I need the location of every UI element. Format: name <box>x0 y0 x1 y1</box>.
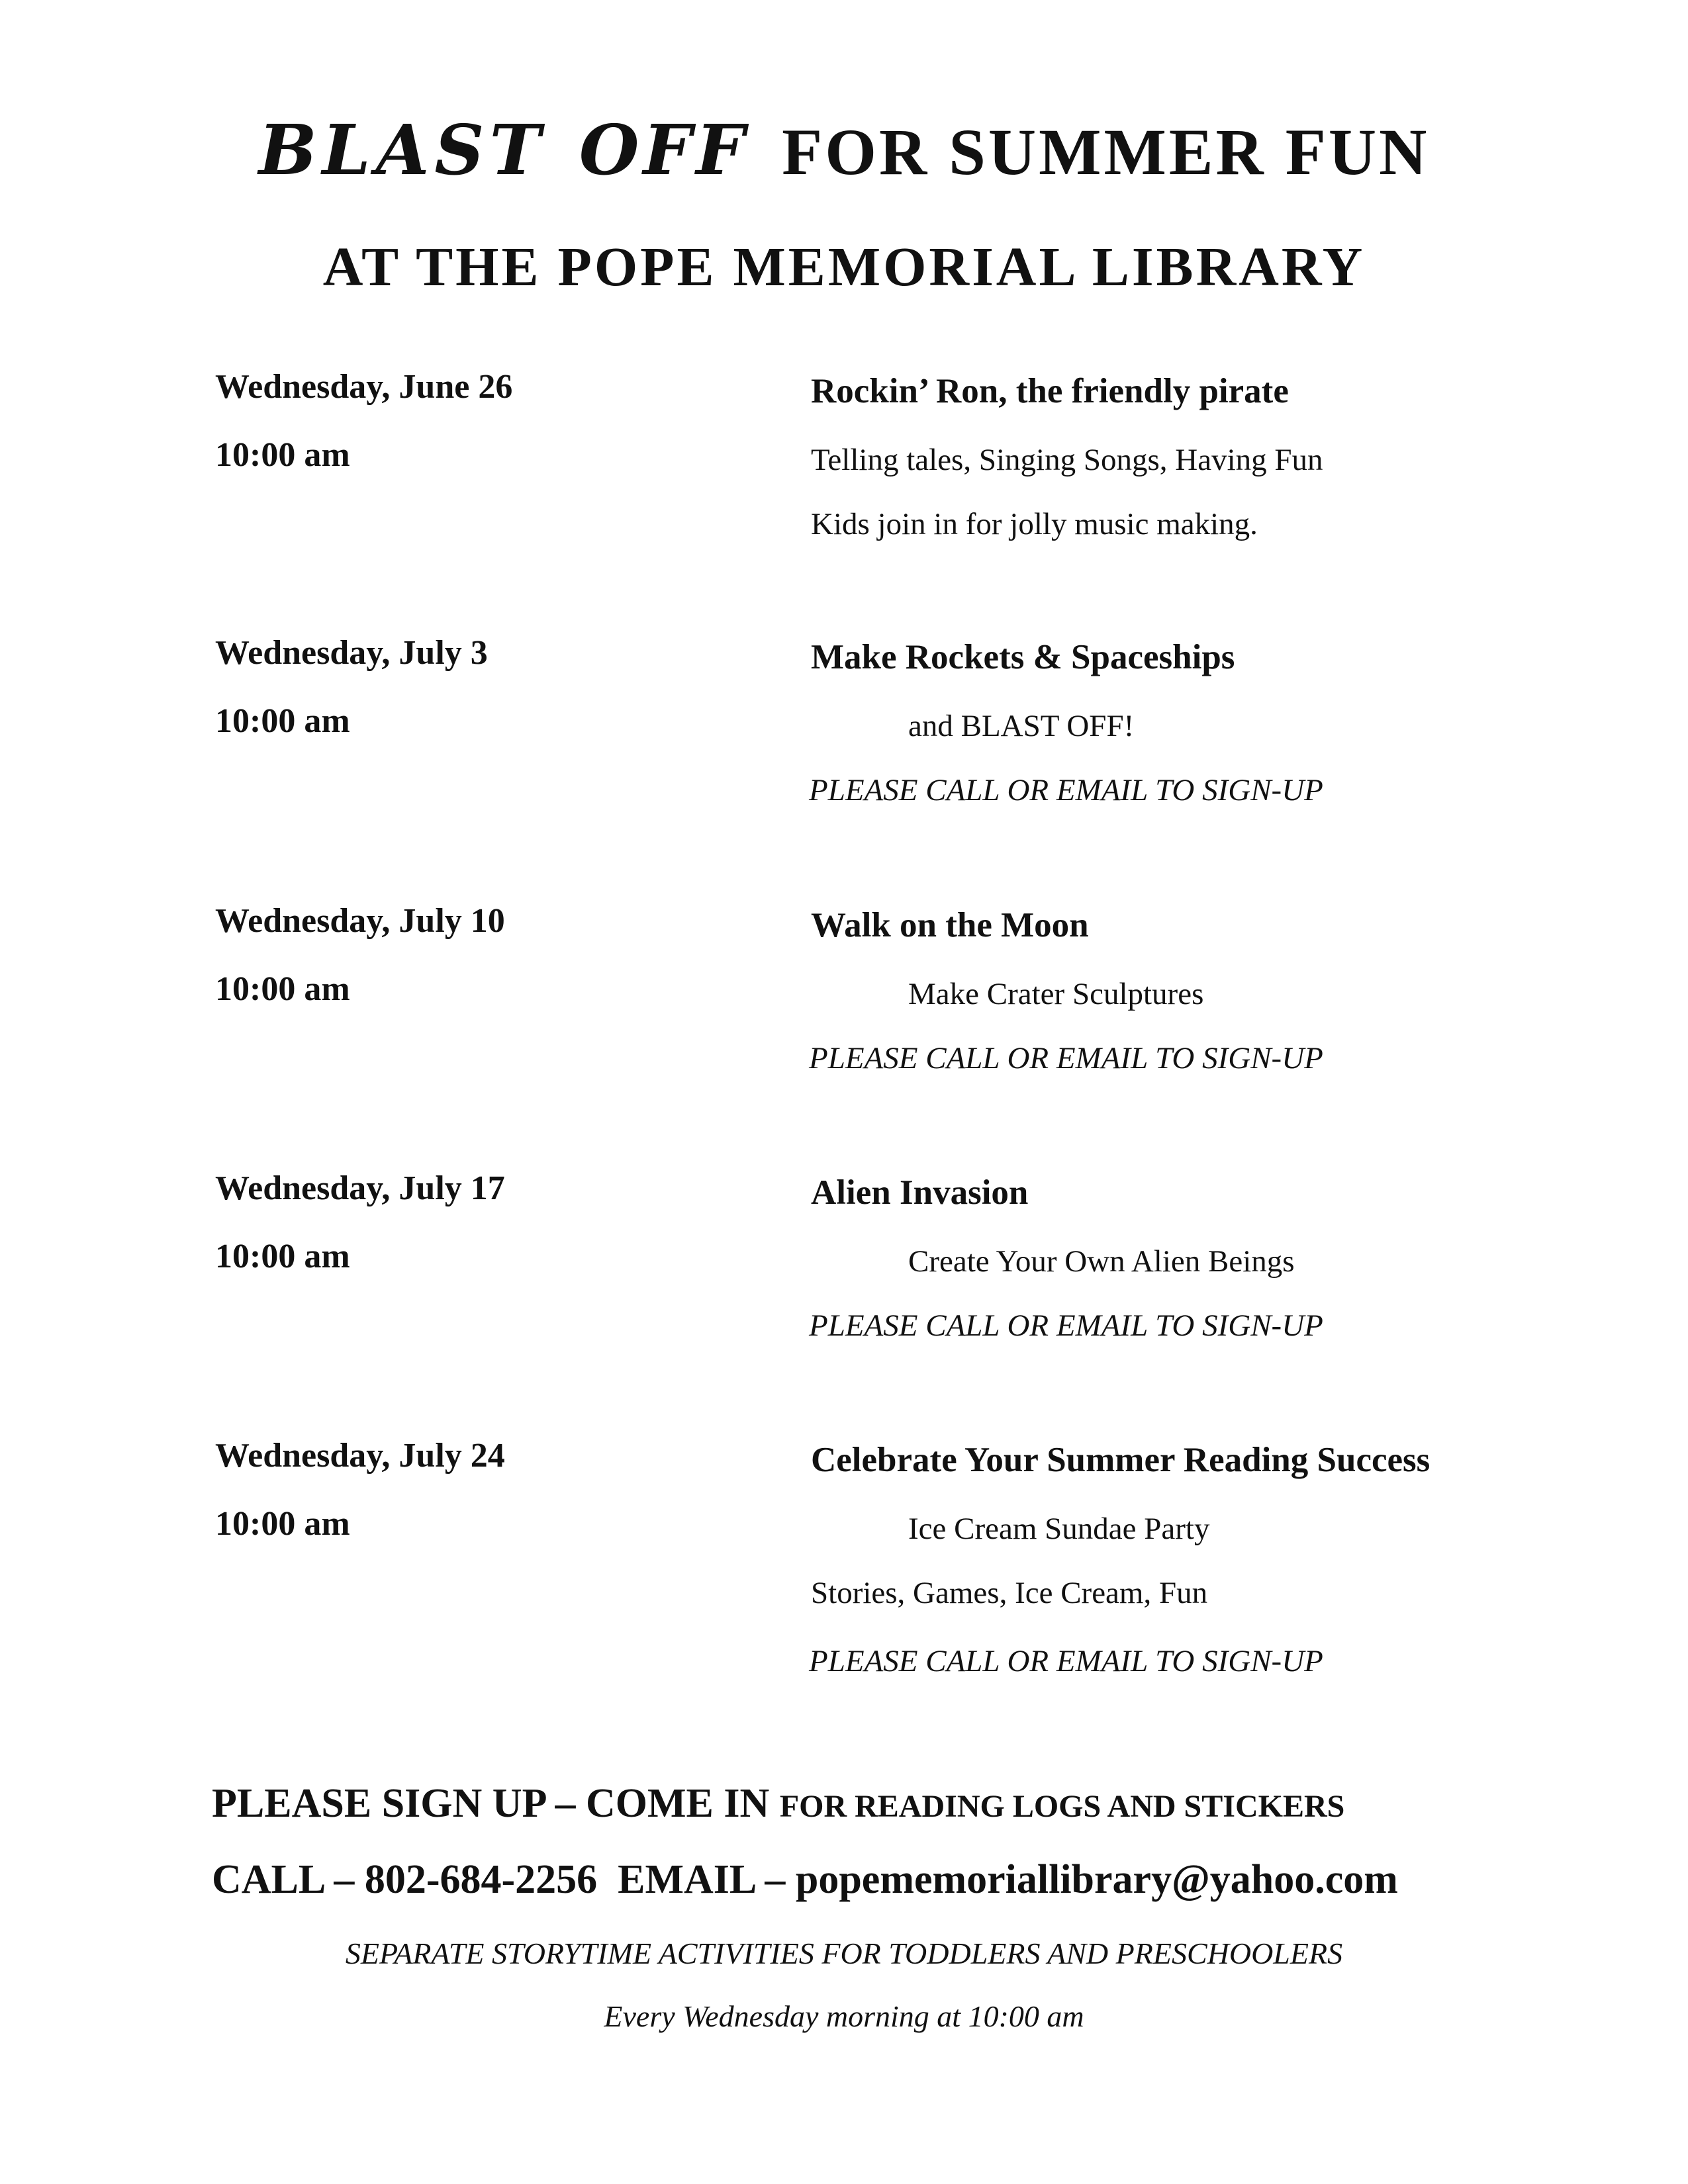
event-time: 10:00 am <box>215 436 350 474</box>
event-july-3 <box>0 633 1688 885</box>
event-title: Alien Invasion <box>811 1173 1029 1212</box>
event-title: Celebrate Your Summer Reading Success <box>811 1441 1430 1479</box>
event-title: Walk on the Moon <box>811 906 1089 944</box>
event-title: Rockin’ Ron, the friendly pirate <box>811 372 1289 410</box>
event-description: Telling tales, Singing Songs, Having Fun <box>811 443 1323 477</box>
event-title: Make Rockets & Spaceships <box>811 638 1235 676</box>
signup-banner <box>212 1780 1344 1827</box>
event-description: Create Your Own Alien Beings <box>908 1244 1295 1279</box>
event-july-10 <box>0 901 1688 1153</box>
event-description: Make Crater Sculptures <box>908 977 1204 1011</box>
contact-line <box>212 1856 1398 1903</box>
event-signup-note: PLEASE CALL OR EMAIL TO SIGN-UP <box>809 773 1323 807</box>
phone-contact: CALL – 802-684-2256 <box>212 1857 598 1902</box>
event-date: Wednesday, June 26 <box>215 368 513 406</box>
event-july-24 <box>0 1436 1688 1714</box>
signup-rest: FOR READING LOGS AND STICKERS <box>779 1789 1345 1824</box>
event-time: 10:00 am <box>215 1238 350 1275</box>
event-date: Wednesday, July 10 <box>215 902 505 940</box>
email-contact: EMAIL – popememoriallibrary@yahoo.com <box>618 1857 1398 1902</box>
title-blast-word: BLAST <box>258 109 546 191</box>
event-description: Stories, Games, Ice Cream, Fun <box>811 1576 1208 1610</box>
event-description: Kids join in for jolly music making. <box>811 507 1258 541</box>
event-signup-note: PLEASE CALL OR EMAIL TO SIGN-UP <box>809 1308 1323 1343</box>
flyer-title <box>0 109 1688 202</box>
event-time: 10:00 am <box>215 1505 350 1543</box>
event-description: Ice Cream Sundae Party <box>908 1512 1210 1546</box>
storytime-schedule: Every Wednesday morning at 10:00 am <box>604 1999 1084 2033</box>
storytime-note: SEPARATE STORYTIME ACTIVITIES FOR TODDLERS AND PRESCHOOLERS <box>345 1936 1343 1970</box>
event-june-26 <box>0 367 1688 619</box>
event-date: Wednesday, July 24 <box>215 1437 505 1475</box>
event-time: 10:00 am <box>215 970 350 1008</box>
title-rest: FOR SUMMER FUN <box>782 115 1430 189</box>
event-date: Wednesday, July 3 <box>215 634 488 672</box>
event-signup-note: PLEASE CALL OR EMAIL TO SIGN-UP <box>809 1644 1323 1678</box>
flyer-subtitle: AT THE POPE MEMORIAL LIBRARY <box>322 236 1366 298</box>
event-date: Wednesday, July 17 <box>215 1169 505 1207</box>
title-off-word: OFF <box>579 109 749 191</box>
event-signup-note: PLEASE CALL OR EMAIL TO SIGN-UP <box>809 1041 1323 1075</box>
event-description: and BLAST OFF! <box>908 709 1135 743</box>
event-time: 10:00 am <box>215 702 350 740</box>
event-july-17 <box>0 1169 1688 1420</box>
signup-lead: PLEASE SIGN UP – COME IN <box>212 1781 770 1826</box>
